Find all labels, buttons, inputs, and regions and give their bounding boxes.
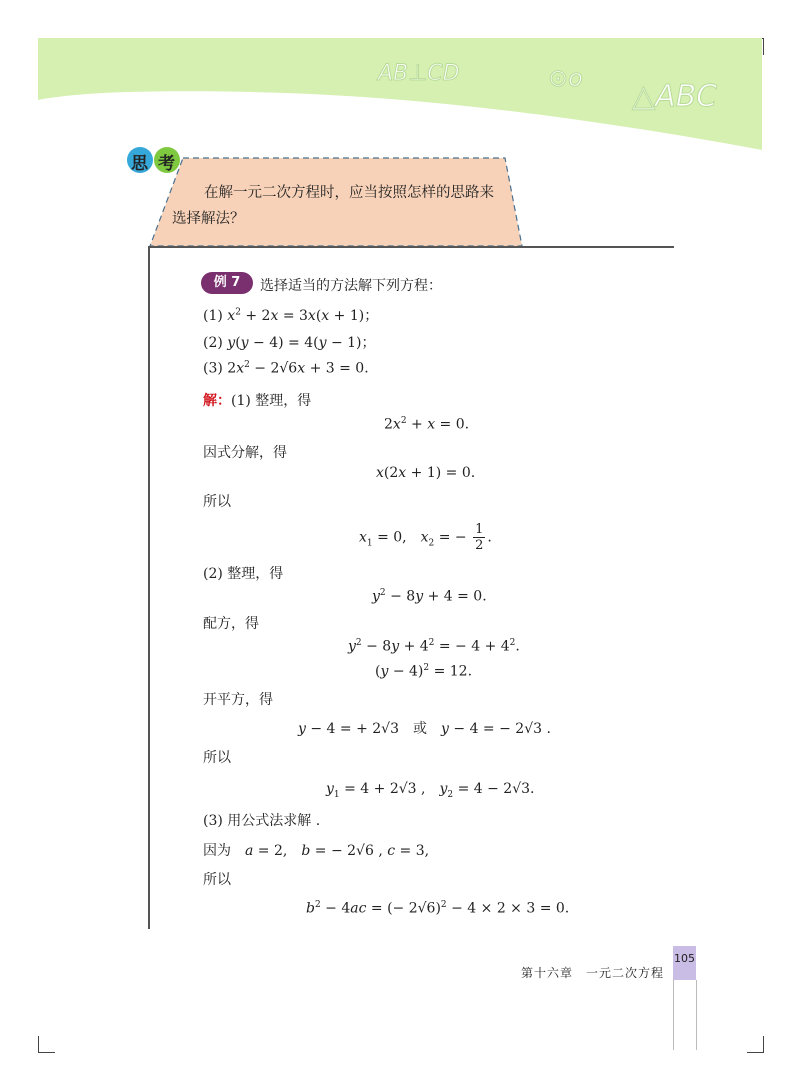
math-3: $x_1 = 0$, $x_2$ = − $\frac{1}{2}$ . bbox=[359, 522, 492, 553]
step-2-text: (2) 整理，得 bbox=[203, 566, 284, 582]
think-badge-char-2: 考 bbox=[158, 154, 175, 174]
or-text: 或 bbox=[413, 721, 428, 737]
math-1: $2x^2 + x = 0$. bbox=[384, 416, 470, 433]
math-2: x(2x + 1) = 0. bbox=[376, 465, 476, 481]
solution-step-1 bbox=[203, 390, 311, 410]
math-9: $b^2 - 4ac$ = (− 2√6)$^2$ − 4 × 2 × 3 = 0. bbox=[306, 900, 570, 917]
page-number: 105 bbox=[674, 952, 695, 965]
so-text-3: 所以 bbox=[203, 872, 231, 888]
symbol-triangle: △ABC bbox=[632, 79, 718, 114]
step-3-text: (3) 用公式法求解 . bbox=[203, 813, 321, 829]
because-line: 因为 a = 2, b = − 2√6 , c = 3, bbox=[203, 843, 430, 859]
think-question: 在解一元二次方程时，应当按照怎样的思路来选择解法？ bbox=[172, 185, 494, 227]
think-badge-char-1: 思 bbox=[131, 154, 148, 174]
tab-line-right bbox=[696, 980, 697, 1050]
crop-mark-bottom-right bbox=[747, 1036, 764, 1053]
factor-text: 因式分解，得 bbox=[203, 445, 287, 461]
frame-top-line bbox=[148, 246, 674, 248]
math-5: $y^2 - 8y + 4^2$ = − $4 + 4^2$. bbox=[348, 638, 520, 655]
so-text-1: 所以 bbox=[203, 494, 231, 510]
tab-line-left bbox=[673, 980, 674, 1050]
symbol-perpendicular: AB⊥CD bbox=[378, 61, 460, 86]
equation-1: (1) $x^2 + 2x = 3x(x + 1)$； bbox=[203, 307, 379, 324]
math-7: y − 4 = + 2√3 或 y − 4 = − 2√3 . bbox=[298, 721, 551, 737]
math-6: $(y - 4)^2 = 12$. bbox=[375, 663, 473, 680]
equation-2: (2) y(y − 4) = 4(y − 1)； bbox=[203, 335, 376, 351]
step-1-text: (1) 整理，得 bbox=[231, 393, 312, 409]
think-badge bbox=[126, 147, 188, 173]
because-text: 因为 bbox=[203, 843, 231, 859]
frame-left-line bbox=[148, 246, 150, 929]
math-4: $y^2 - 8y + 4 = 0$. bbox=[372, 588, 487, 605]
sqrt-step-text: 开平方，得 bbox=[203, 692, 273, 708]
math-8: $y_1 = 4 + 2√3$ , $y_2 = 4 - 2√3$. bbox=[326, 781, 535, 800]
equation-3: (3) $2x^2 - 2√6x + 3 = 0$. bbox=[203, 360, 369, 377]
chapter-footer: 第十六章 一元二次方程 bbox=[521, 966, 665, 980]
example-badge: 例 7 bbox=[201, 272, 253, 294]
example-prompt: 选择适当的方法解下列方程： bbox=[260, 278, 442, 294]
crop-mark-bottom-left bbox=[38, 1036, 55, 1053]
so-text-2: 所以 bbox=[203, 750, 231, 766]
solve-label: 解： bbox=[203, 393, 231, 409]
symbol-circle: ⊙o bbox=[548, 64, 583, 92]
complete-square-text: 配方，得 bbox=[203, 616, 259, 632]
